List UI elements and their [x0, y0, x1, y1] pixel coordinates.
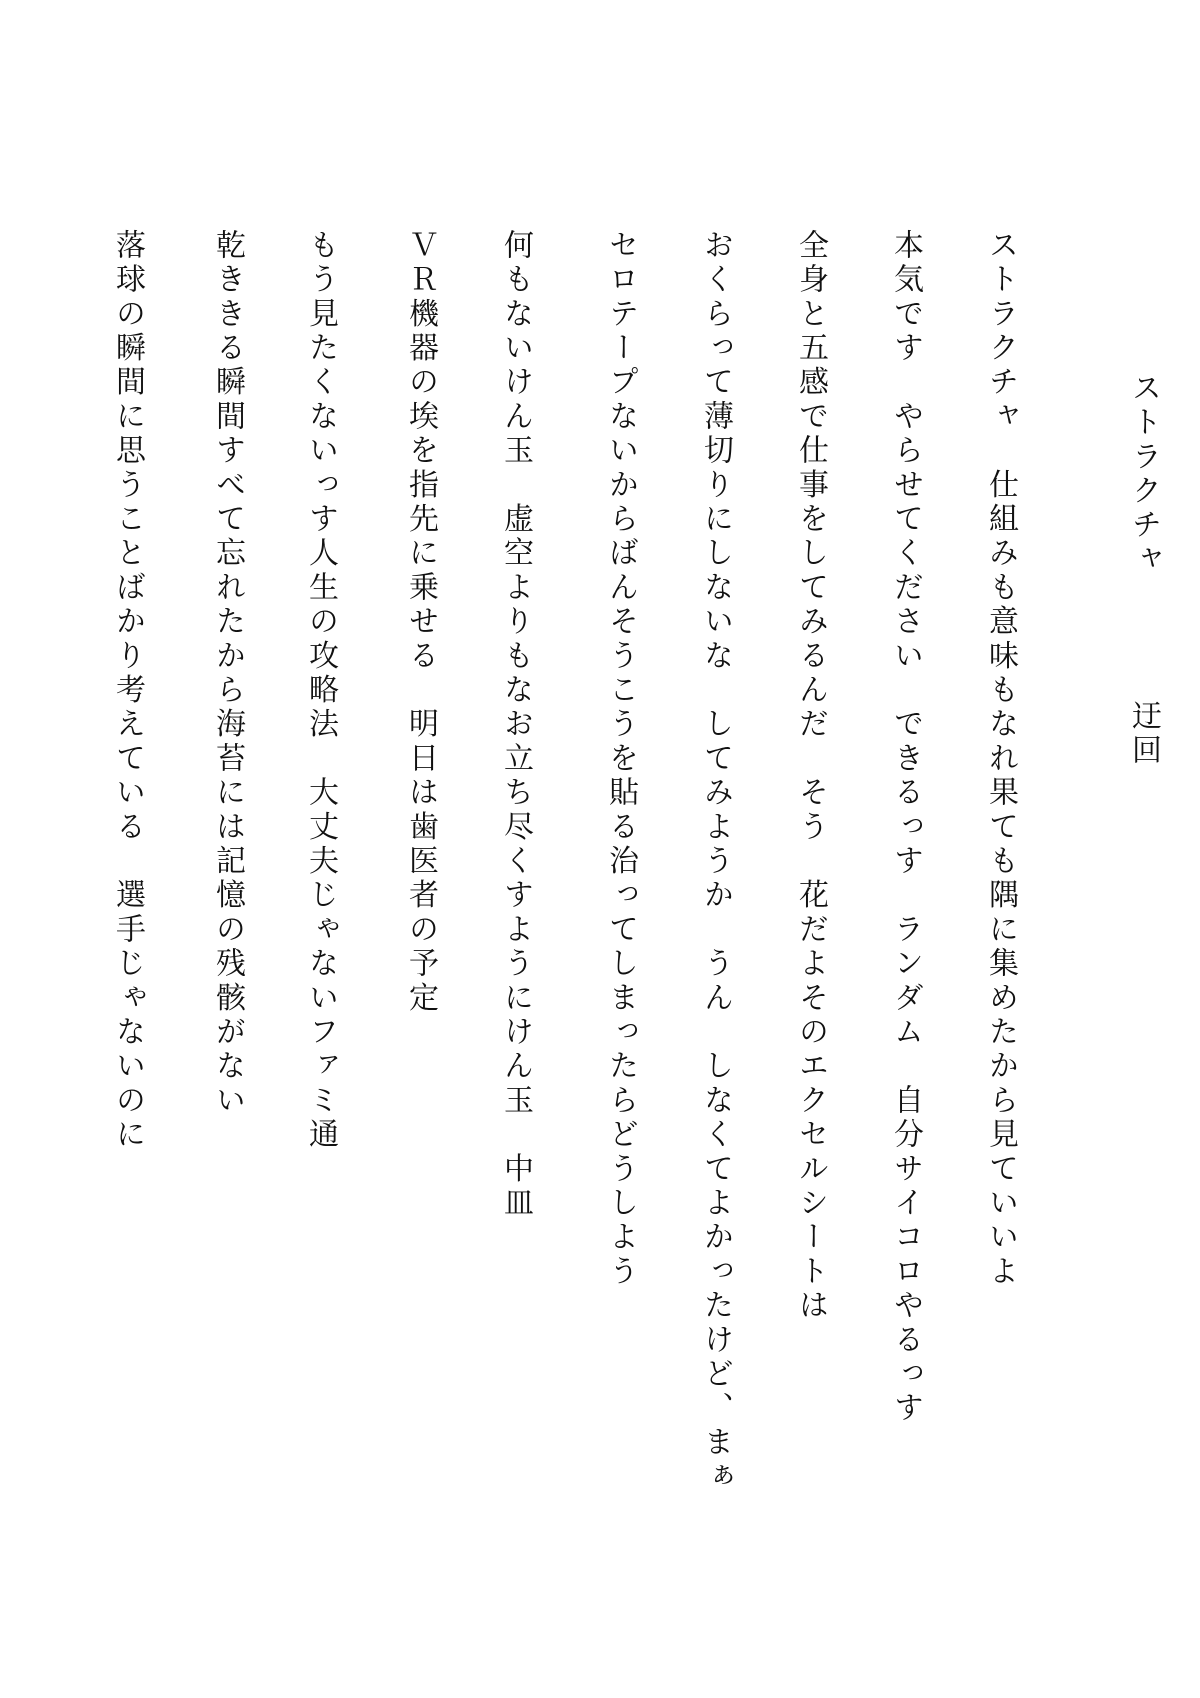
poem-line: ＶＲ機器の埃を指先に乗せる 明日は歯医者の予定 [403, 229, 438, 1016]
poem-line: 落球の瞬間に思うことばかり考えている 選手じゃないのに [110, 229, 145, 1153]
poem-line: ストラクチャ 仕組みも意味もなれ果ても隅に集めたから見ていいよ [983, 229, 1018, 1290]
poem-line: セロテープないからばんそうこうを貼る治ってしまったらどうしよう [603, 229, 638, 1290]
poem-line: もう見たくないっす人生の攻略法 大丈夫じゃないファミ通 [303, 229, 338, 1153]
author-name: 迂回 [1126, 700, 1161, 769]
poem-line: おくらって薄切りにしないな してみようか うん しなくてよかったけど、まぁ [698, 229, 733, 1495]
poem-line: 何もないけん玉 虚空よりもなお立ち尽くすようにけん玉 中皿 [498, 229, 533, 1221]
poem-line: 本気です やらせてください できるっす ランダム 自分サイコロやるっす [888, 229, 923, 1426]
poem-line: 乾ききる瞬間すべて忘れたから海苔には記憶の残骸がない [210, 229, 245, 1119]
poem-line: 全身と五感で仕事をしてみるんだ そう 花だよそのエクセルシートは [793, 229, 828, 1324]
poem-title: ストラクチャ [1126, 372, 1161, 578]
